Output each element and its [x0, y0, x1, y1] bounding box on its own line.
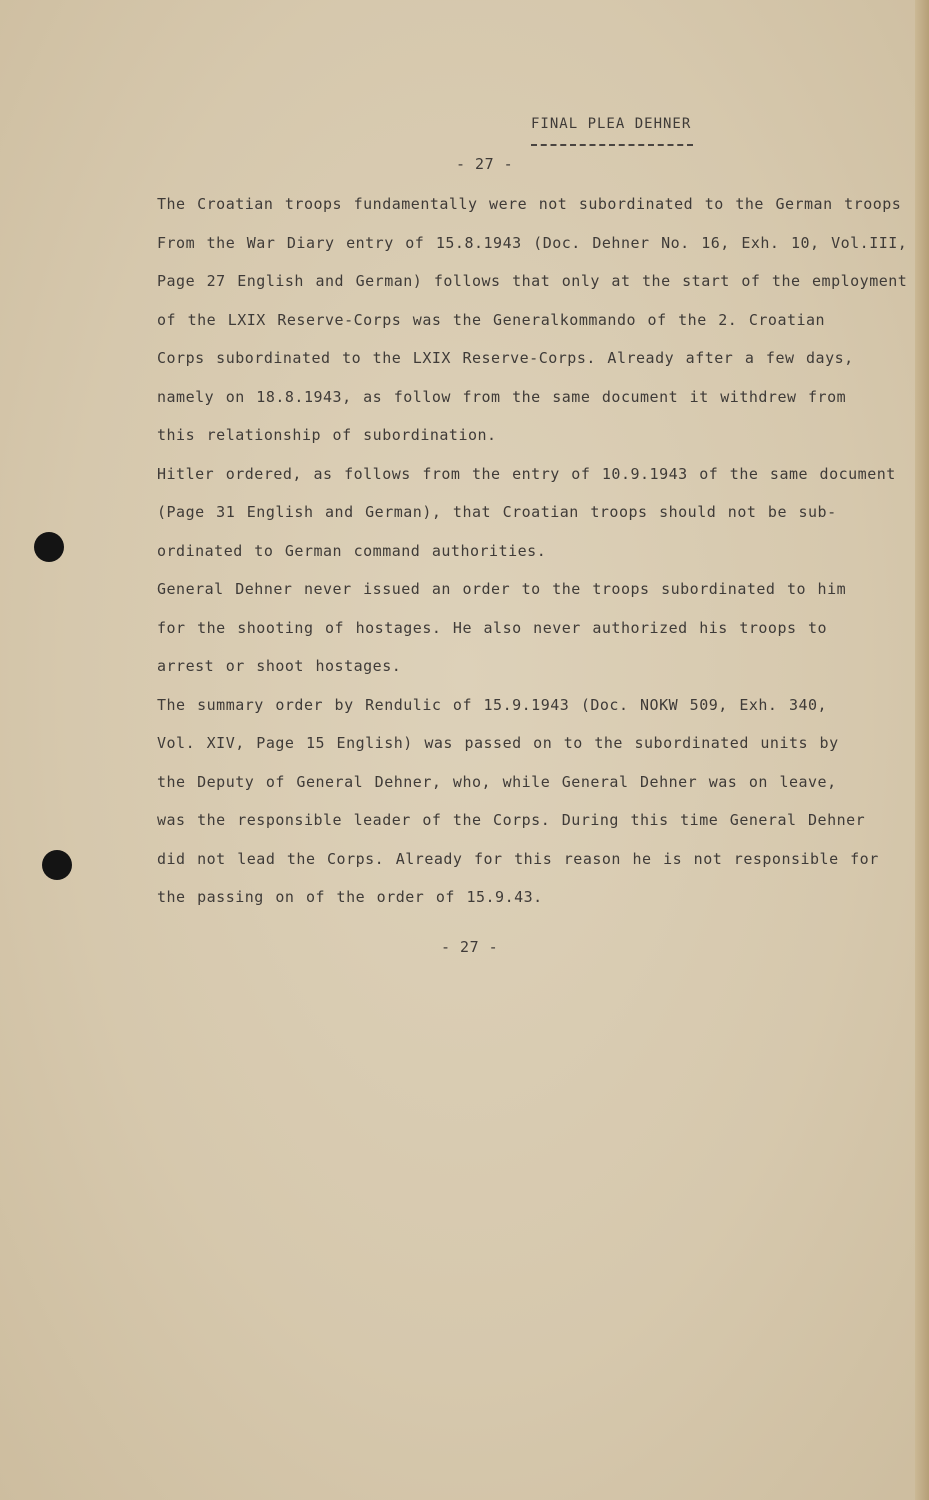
text-line: was the responsible leader of the Corps. During this time General Dehner: [157, 811, 866, 829]
text-line: Vol. XIV, Page 15 English) was passed on to the subordinated units by: [157, 734, 839, 752]
text-line: From the War Diary entry of 15.8.1943 (Doc. Dehner No. 16, Exh. 10, Vol.III,: [157, 233, 908, 252]
text-line: arrest or shoot hostages.: [157, 657, 402, 675]
text-line: Page 27 English and German) follows that only at the start of the employment: [157, 272, 908, 290]
title-underline: [531, 144, 693, 146]
paper-edge: [915, 0, 929, 1500]
punch-hole: [42, 850, 72, 880]
text-line: did not lead the Corps. Already for this reason he is not responsible for: [157, 849, 879, 868]
text-line: for the shooting of hostages. He also never authorized his troops to: [157, 618, 828, 637]
text-line: this relationship of subordination.: [157, 426, 497, 444]
body-text: [157, 185, 908, 917]
punch-hole: [34, 532, 64, 562]
text-line: Hitler ordered, as follows from the entry of 10.9.1943 of the same document: [157, 464, 896, 483]
text-line: the Deputy of General Dehner, who, while General Dehner was on leave,: [157, 772, 837, 791]
text-line: The summary order by Rendulic of 15.9.1943 (Doc. NOKW 509, Exh. 340,: [157, 695, 828, 714]
text-line: the passing on of the order of 15.9.43.: [157, 888, 543, 906]
document-title: FINAL PLEA DEHNER: [531, 116, 692, 132]
page-number-bottom: - 27 -: [441, 938, 499, 956]
text-line: (Page 31 English and German), that Croatian troops should not be sub-: [157, 503, 837, 521]
text-line: Corps subordinated to the LXIX Reserve-Corps. Already after a few days,: [157, 349, 854, 367]
text-line: The Croatian troops fundamentally were not subordinated to the German troops: [157, 195, 902, 213]
page-number-top: - 27 -: [456, 155, 514, 173]
text-line: of the LXIX Reserve-Corps was the Generalkommando of the 2. Croatian: [157, 310, 826, 329]
text-line: ordinated to German command authorities.: [157, 541, 547, 560]
text-line: General Dehner never issued an order to the troops subordinated to him: [157, 580, 847, 598]
text-line: namely on 18.8.1943, as follow from the same document it withdrew from: [157, 387, 847, 406]
